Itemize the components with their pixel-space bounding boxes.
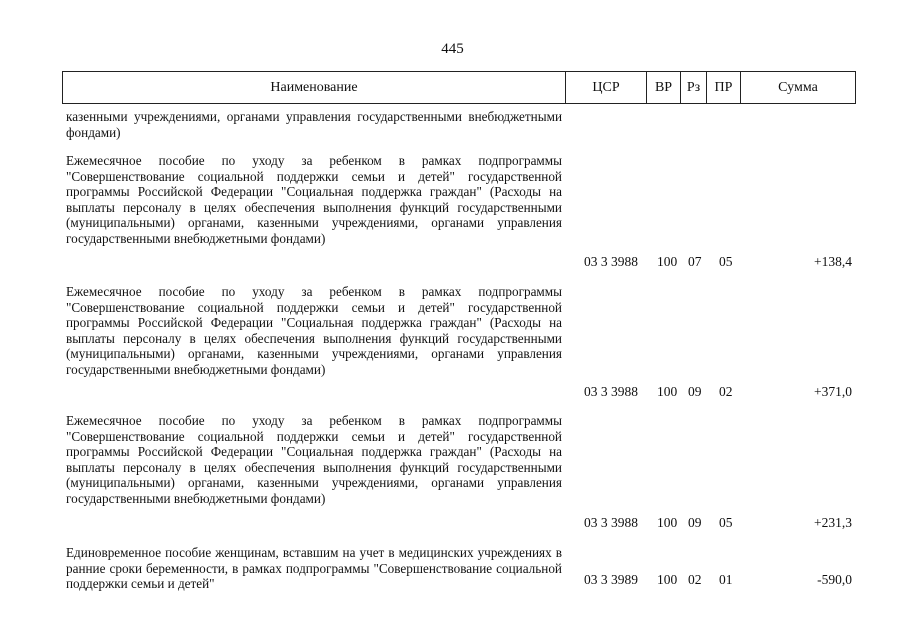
row-csr: 03 3 3988 xyxy=(584,254,638,269)
row-csr: 03 3 3989 xyxy=(584,572,638,587)
row-sum: -590,0 xyxy=(817,572,852,587)
row-name: Ежемесячное пособие по уходу за ребенком в рамках подпрограммы "Совершенствование социальной поддержки семьи и детей" государственной программы Российской Федерации "Социальная поддержка граждан" (Расходы на выплаты персоналу в целях обеспечения выполнения функций государственными (муниципальными) органами, казенными учреждениями, органами управления государственными внебюджетными фондами) xyxy=(66,153,562,246)
row-vr: 100 xyxy=(657,254,678,269)
row-values xyxy=(62,572,856,588)
row-values xyxy=(62,384,856,400)
row-pr: 02 xyxy=(719,384,733,399)
row-name: Единовременное пособие женщинам, вставшим на учет в медицинских учреждениях в ранние сроки беременности, в рамках подпрограммы "Совершенствование социальной поддержки семьи и детей" xyxy=(66,545,562,592)
page-number: 445 xyxy=(441,41,464,57)
row-name: Ежемесячное пособие по уходу за ребенком в рамках подпрограммы "Совершенствование социальной поддержки семьи и детей" государственной программы Российской Федерации "Социальная поддержка граждан" (Расходы на выплаты персоналу в целях обеспечения выполнения функций государственными (муниципальными) органами, казенными учреждениями, органами управления государственными внебюджетными фондами) xyxy=(66,284,562,377)
row-csr: 03 3 3988 xyxy=(584,515,638,530)
header-sum: Сумма xyxy=(778,79,818,95)
row-vr: 100 xyxy=(657,572,678,587)
row-pr: 01 xyxy=(719,572,733,587)
header-name: Наименование xyxy=(63,72,566,103)
row-vr: 100 xyxy=(657,515,678,530)
row-pr: 05 xyxy=(719,254,733,269)
header-pr: ПР xyxy=(707,72,741,103)
row-rz: 02 xyxy=(688,572,702,587)
row-values xyxy=(62,254,856,270)
row-values xyxy=(62,515,856,531)
row-rz: 09 xyxy=(688,515,702,530)
row-sum: +371,0 xyxy=(814,384,852,399)
row-name: казенными учреждениями, органами управления государственными внебюджетными фондами) xyxy=(66,109,562,140)
row-csr: 03 3 3988 xyxy=(584,384,638,399)
row-name: Ежемесячное пособие по уходу за ребенком в рамках подпрограммы "Совершенствование социальной поддержки семьи и детей" государственной программы Российской Федерации "Социальная поддержка граждан" (Расходы на выплаты персоналу в целях обеспечения выполнения функций государственными (муниципальными) органами, казенными учреждениями, органами управления государственными внебюджетными фондами) xyxy=(66,413,562,506)
row-vr: 100 xyxy=(657,384,678,399)
header-rz: Рз xyxy=(681,72,707,103)
row-pr: 05 xyxy=(719,515,733,530)
row-sum: +231,3 xyxy=(814,515,852,530)
header-vr: ВР xyxy=(647,72,681,103)
row-rz: 09 xyxy=(688,384,702,399)
table-header xyxy=(62,71,856,104)
row-sum: +138,4 xyxy=(814,254,852,269)
row-rz: 07 xyxy=(688,254,702,269)
header-csr: ЦСР xyxy=(566,72,647,103)
